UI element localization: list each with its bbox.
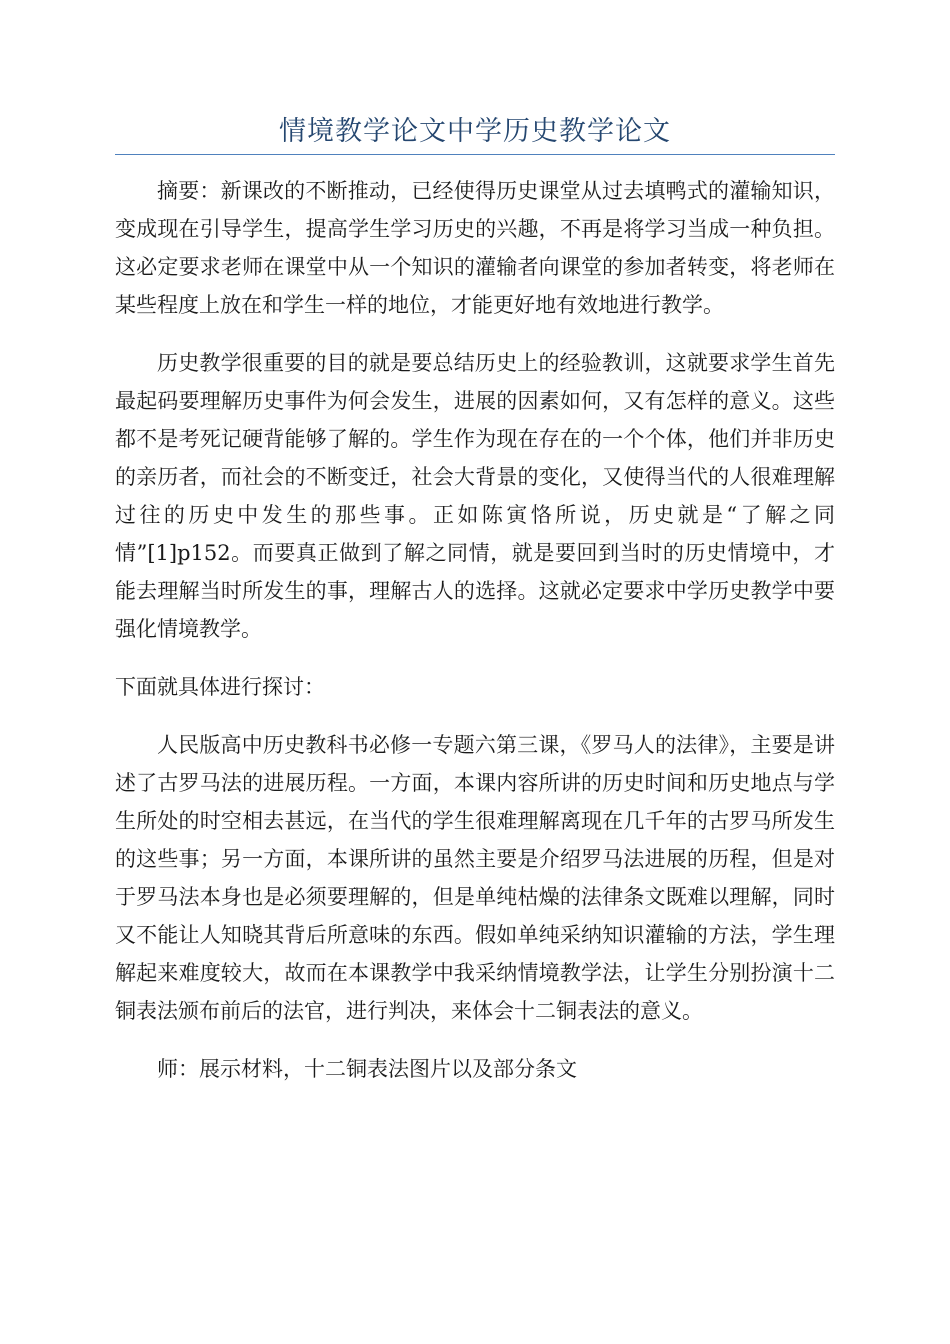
body-paragraph: 师：展示材料，十二铜表法图片以及部分条文 <box>157 1057 577 1081</box>
title-underline <box>115 154 835 155</box>
body-paragraph: 人民版高中历史教科书必修一专题六第三课，《罗马人的法律》，主要是讲述了古罗马法的进展历程。一方面，本课内容所讲的历史时间和历史地点与学生所处的时空相去甚远，在当代的学生很难理解离现在几千年的古罗马所发生的这些事；另一方面，本课所讲的虽然主要是介绍罗马法进展的历程，但是对于罗马法本身也是必须要理解的，但是单纯枯燥的法律条文既难以理解，同时又不能让人知晓其背后所意味的东西。假如单纯采纳知识灌输的方法，学生理解起来难度较大，故而在本课教学中我采纳情境教学法，让学生分别扮演十二铜表法颁布前后的法官，进行判决，来体会十二铜表法的意义。 <box>115 733 835 1023</box>
abstract-paragraph: 摘要：新课改的不断推动，已经使得历史课堂从过去填鸭式的灌输知识，变成现在引导学生，提高学生学习历史的兴趣，不再是将学习当成一种负担。这必定要求老师在课堂中从一个知识的灌输者向课堂的参加者转变，将老师在某些程度上放在和学生一样的地位，才能更好地有效地进行教学。 <box>115 179 835 317</box>
body-paragraph: 历史教学很重要的目的就是要总结历史上的经验教训，这就要求学生首先最起码要理解历史事件为何会发生，进展的因素如何，又有怎样的意义。这些都不是考死记硬背能够了解的。学生作为现在存在的一个个体，他们并非历史的亲历者，而社会的不断变迁，社会大背景的变化，又使得当代的人很难理解过往的历史中发生的那些事。正如陈寅恪所说，历史就是“了解之同情”[1]p152。而要真正做到了解之同情，就是要回到当时的历史情境中，才能去理解当时所发生的事，理解古人的选择。这就必定要求中学历史教学中要强化情境教学。 <box>115 351 835 641</box>
document-body <box>115 172 835 1108</box>
document-title: 情境教学论文中学历史教学论文 <box>279 116 671 147</box>
body-paragraph: 下面就具体进行探讨： <box>115 675 325 699</box>
